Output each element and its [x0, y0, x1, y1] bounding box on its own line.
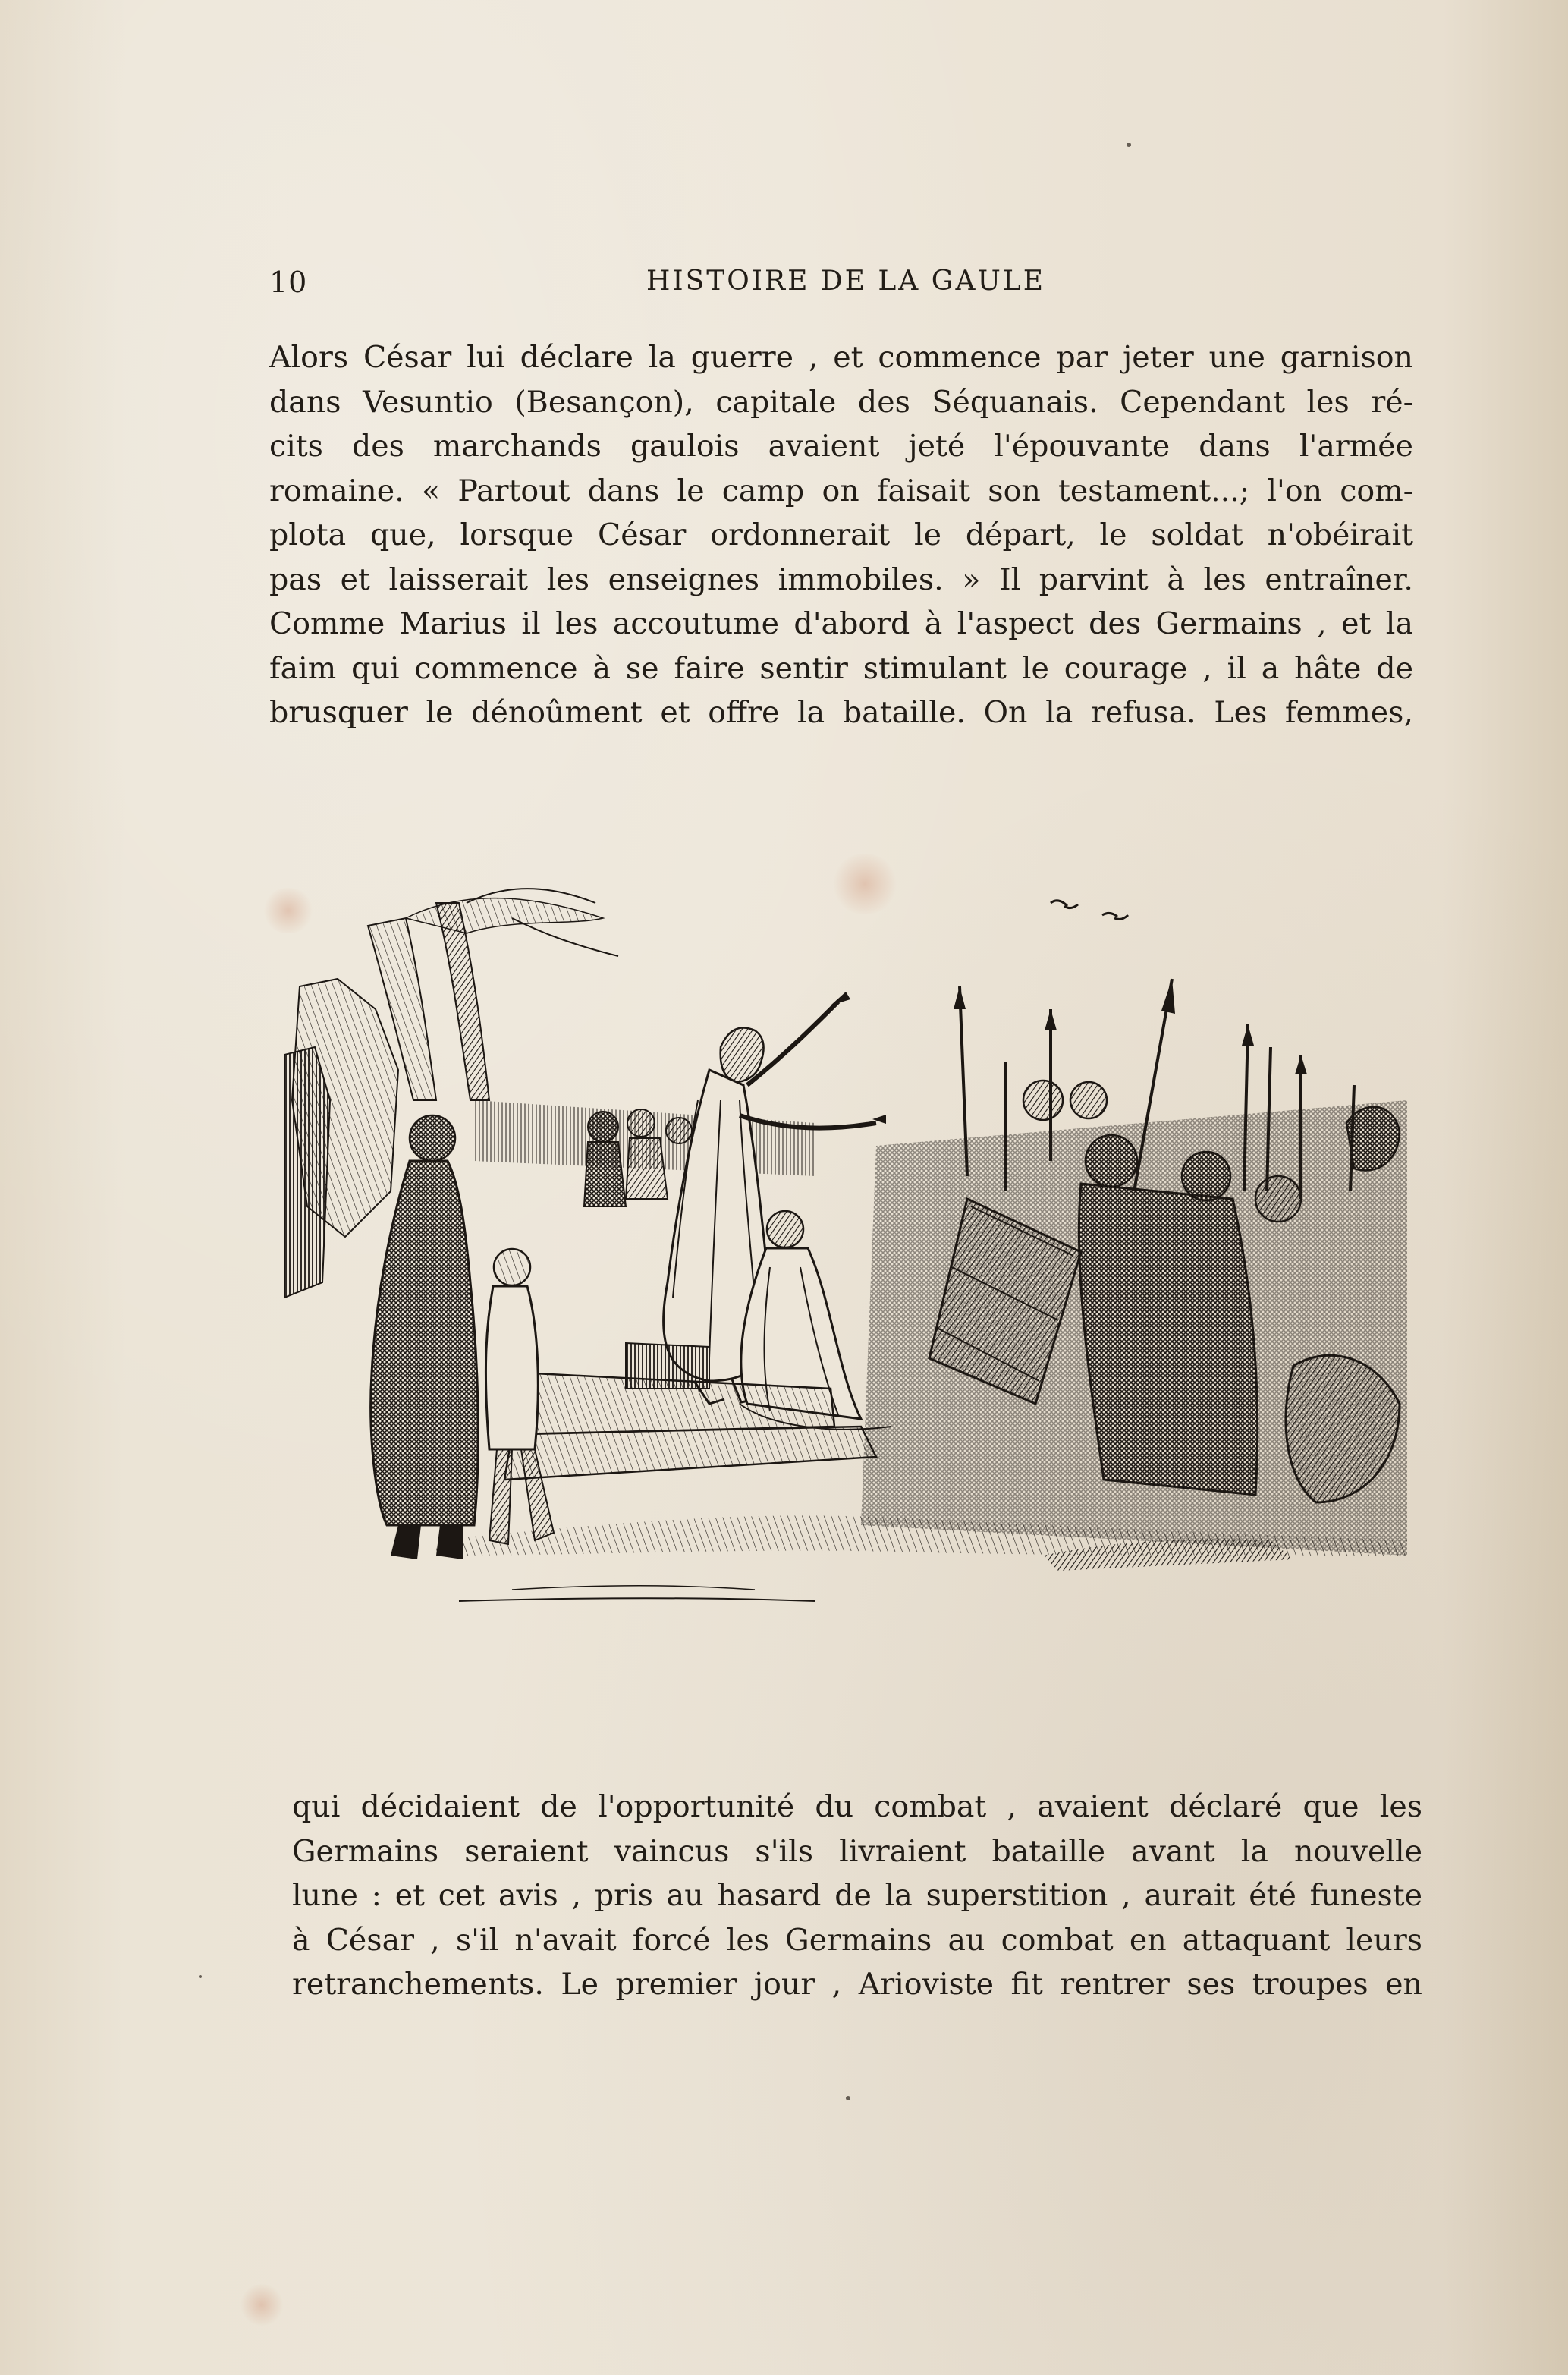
rock-left	[284, 979, 398, 1298]
text-line: cits des marchands gaulois avaient jeté l'épouvante dans l'armée	[269, 429, 1413, 464]
text-line: romaine. « Partout dans le camp on faisait son testament...; l'on com-	[269, 473, 1413, 508]
text-line: brusquer le dénoûment et offre la bataille. On la refusa. Les femmes,	[269, 695, 1413, 730]
sky-birds	[1051, 901, 1128, 920]
foxing-stain	[239, 2284, 284, 2326]
text-line: Comme Marius il les accoutume d'abord à l'aspect des Germains , et la	[269, 606, 1413, 641]
text-line: dans Vesuntio (Besançon), capitale des Séquanais. Cependant les ré-	[269, 384, 1413, 420]
page-header	[269, 266, 1415, 302]
tree-left	[368, 889, 618, 1100]
lower-paragraph	[292, 1785, 1422, 2007]
text-line: plota que, lorsque César ordonnerait le départ, le soldat n'obéirait	[269, 517, 1413, 552]
text-line: lune : et cet avis , pris au hasard de la superstition , aurait été funeste	[292, 1878, 1422, 1913]
text-line: qui décidaient de l'opportunité du combat , avaient déclaré que les	[292, 1789, 1422, 1824]
text-line: Alors César lui déclare la guerre , et commence par jeter une garnison	[269, 340, 1413, 375]
germanic-warriors	[861, 979, 1407, 1556]
page-number: 10	[269, 266, 308, 299]
upper-paragraph	[269, 335, 1413, 735]
ink-speck	[1127, 143, 1131, 147]
running-title: HISTOIRE DE LA GAULE	[646, 266, 1046, 297]
text-line: pas et laisserait les enseignes immobiles. » Il parvint à les entraîner.	[269, 562, 1413, 597]
text-line: retranchements. Le premier jour , Arioviste fit rentrer ses troupes en	[292, 1967, 1422, 2002]
text-line: à César , s'il n'avait forcé les Germains au combat en attaquant leurs	[292, 1922, 1422, 1958]
text-line: faim qui commence à se faire sentir stimulant le courage , il a hâte de	[269, 650, 1413, 686]
ink-speck	[846, 2096, 850, 2100]
text-line: Germains seraient vaincus s'ils livraient bataille avant la nouvelle	[292, 1833, 1422, 1869]
background-crowd	[474, 1100, 815, 1206]
ink-speck	[199, 1975, 202, 1978]
engraving-illustration	[284, 873, 1407, 1616]
